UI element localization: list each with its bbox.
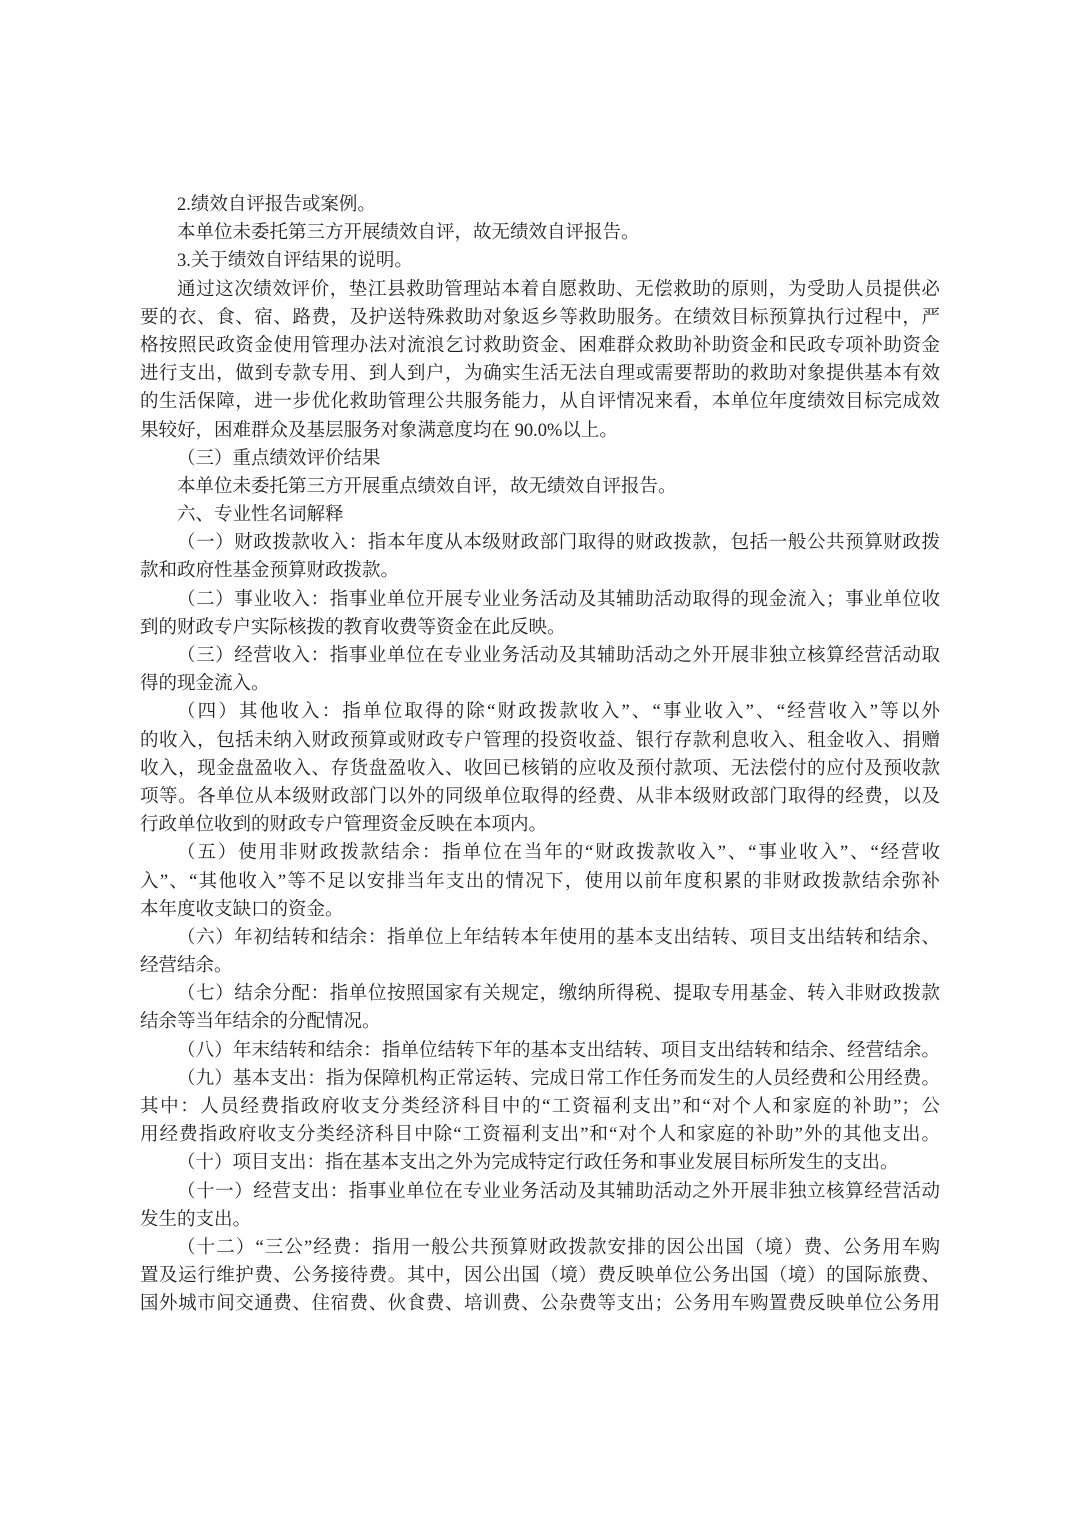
text-line: 的生活保障，进一步优化救助管理公共服务能力，从自评情况来看，本单位年度绩效目标完成效 [140,392,940,413]
text-line: 的收入，包括未纳入财政预算或财政专户管理的投资收益、银行存款利息收入、租金收入、捐赠 [140,730,940,751]
text-line: 本单位未委托第三方开展重点绩效自评，故无绩效自评报告。 [177,476,677,497]
text-line: （十一）经营支出：指事业单位在专业业务活动及其辅助活动之外开展非独立核算经营活动 [177,1181,940,1202]
text-line: （一）财政拨款收入：指本年度从本级财政部门取得的财政拨款，包括一般公共预算财政拨 [177,533,940,554]
text-line: 2.绩效自评报告或案例。 [177,195,376,215]
text-line: 进行支出，做到专款专用、到人到户，为确实生活无法自理或需要帮助的救助对象提供基本有效 [140,364,940,385]
text-line: （十二）“三公”经费：指用一般公共预算财政拨款安排的因公出国（境）费、公务用车购 [177,1237,940,1258]
text-line: （七）结余分配：指单位按照国家有关规定，缴纳所得税、提取专用基金、转入非财政拨款 [177,984,940,1005]
text-line: （三）重点绩效评价结果 [177,448,381,469]
text-line: 入”、“其他收入”等不足以安排当年支出的情况下，使用以前年度积累的非财政拨款结余弥补 [140,871,940,892]
text-line: 果较好，困难群众及基层服务对象满意度均在 90.0%以上。 [140,420,618,441]
text-line: 要的衣、食、宿、路费，及护送特殊救助对象返乡等救助服务。在绩效目标预算执行过程中，严 [140,307,940,328]
text-line: （十）项目支出：指在基本支出之外为完成特定行政任务和事业发展目标所发生的支出。 [177,1153,899,1174]
text-line: 到的财政专户实际核拨的教育收费等资金在此反映。 [140,617,566,638]
text-line: 发生的支出。 [140,1209,252,1230]
text-line: 通过这次绩效评价，垫江县救助管理站本着自愿救助、无偿救助的原则，为受助人员提供必 [177,279,940,300]
text-line: 项等。各单位从本级财政部门以外的同级单位取得的经费、从非本级财政部门取得的经费，以及 [140,786,940,807]
text-line: 款和政府性基金预算财政拨款。 [140,561,400,582]
text-line: 其中：人员经费指政府收支分类经济科目中的“工资福利支出”和“对个人和家庭的补助”；公 [140,1097,940,1117]
text-line: 收入，现金盘盈收入、存货盘盈收入、收回已核销的应收及预付款项、无法偿付的应付及预收款 [140,758,940,779]
text-line: 得的现金流入。 [140,674,270,695]
text-line: 国外城市间交通费、住宿费、伙食费、培训费、公杂费等支出；公务用车购置费反映单位公务用 [140,1294,940,1315]
text-line: （六）年初结转和结余：指单位上年结转本年使用的基本支出结转、项目支出结转和结余、 [177,927,940,948]
text-line: 置及运行维护费、公务接待费。其中，因公出国（境）费反映单位公务出国（境）的国际旅费、 [140,1266,940,1287]
text-line: 六、专业性名词解释 [177,505,344,526]
text-line: 行政单位收到的财政专户管理资金反映在本项内。 [140,815,548,836]
text-line: （三）经营收入：指事业单位在专业业务活动及其辅助活动之外开展非独立核算经营活动取 [177,646,940,666]
text-line: （二）事业收入：指事业单位开展专业业务活动及其辅助活动取得的现金流入；事业单位收 [177,589,940,610]
text-line: （五）使用非财政拨款结余：指单位在当年的“财政拨款收入”、“事业收入”、“经营收 [177,843,940,864]
text-line: 格按照民政资金使用管理办法对流浪乞讨救助资金、困难群众救助补助资金和民政专项补助资金 [140,335,940,356]
text-line: （四）其他收入：指单位取得的除“财政拨款收入”、“事业收入”、“经营收入”等以外 [177,702,940,723]
text-line: （九）基本支出：指为保障机构正常运转、完成日常工作任务而发生的人员经费和公用经费。 [177,1068,940,1089]
text-line: 经营结余。 [140,956,233,977]
text-line: 本年度收支缺口的资金。 [140,899,344,920]
document-text-block [140,191,940,1319]
text-line: 用经费指政府收支分类经济科目中除“工资福利支出”和“对个人和家庭的补助”外的其他支出。 [140,1125,940,1146]
text-line: 3.关于绩效自评结果的说明。 [177,251,413,272]
text-line: 结余等当年结余的分配情况。 [140,1012,381,1033]
text-line: （八）年末结转和结余：指单位结转下年的基本支出结转、项目支出结转和结余、经营结余。 [177,1040,940,1061]
text-line: 本单位未委托第三方开展绩效自评，故无绩效自评报告。 [177,223,640,244]
